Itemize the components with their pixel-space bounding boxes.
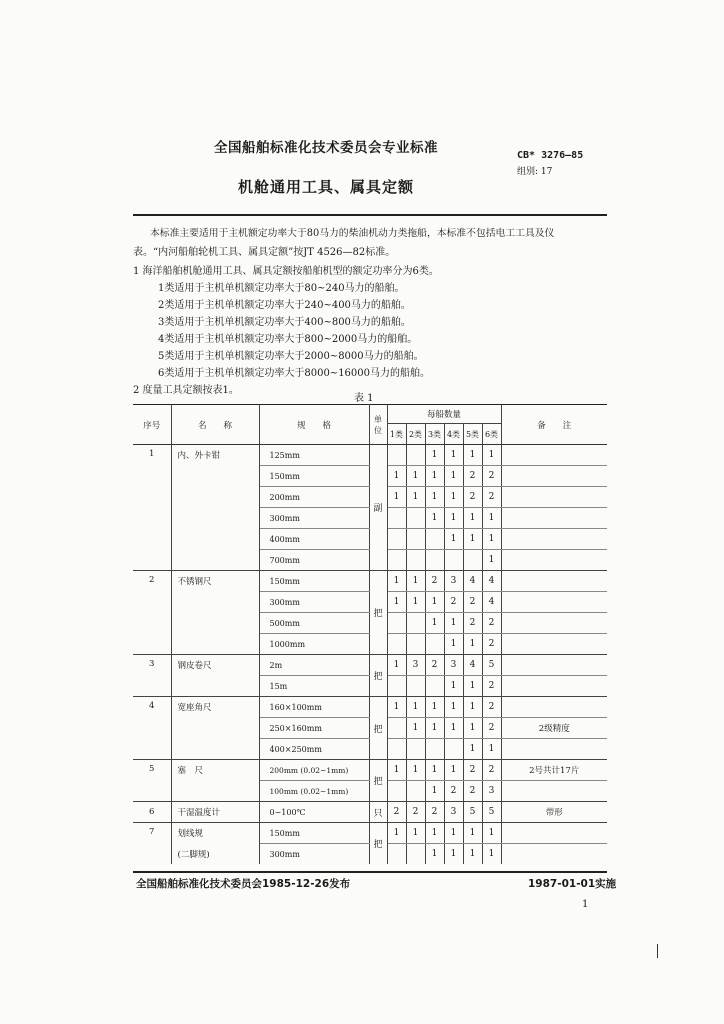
quota-cell: 1 — [406, 571, 425, 592]
spec-cell: 100mm (0.02~1mm) — [259, 781, 369, 802]
quota-cell: 1 — [387, 655, 406, 676]
quota-cell: 2 — [482, 634, 501, 655]
name-cell: 干湿温度计 — [171, 802, 259, 823]
quota-cell: 1 — [463, 676, 482, 697]
seq-cell: 7 — [133, 823, 171, 865]
quota-cell — [406, 529, 425, 550]
table-row — [133, 802, 607, 823]
quota-cell — [387, 844, 406, 865]
quota-cell: 1 — [463, 823, 482, 844]
quota-cell: 1 — [463, 634, 482, 655]
spec-cell: 700mm — [259, 550, 369, 571]
remark-cell — [501, 529, 607, 550]
quota-cell: 2 — [444, 781, 463, 802]
remark-cell — [501, 739, 607, 760]
quota-cell: 2 — [444, 592, 463, 613]
quota-cell: 1 — [387, 760, 406, 781]
quota-cell: 1 — [425, 760, 444, 781]
class-4-header: 4类 — [444, 424, 463, 445]
quota-cell: 1 — [444, 487, 463, 508]
remark-cell — [501, 487, 607, 508]
quota-cell: 1 — [387, 571, 406, 592]
standard-number: CB* 3276—85 — [517, 150, 584, 161]
quota-cell — [425, 529, 444, 550]
quota-cell — [406, 613, 425, 634]
seq-cell: 6 — [133, 802, 171, 823]
quota-cell — [387, 529, 406, 550]
col-quota-header: 每船数量 — [387, 405, 501, 424]
quota-cell: 1 — [425, 508, 444, 529]
spec-cell: 150mm — [259, 466, 369, 487]
col-unit-header: 单位 — [369, 405, 387, 445]
quota-cell: 1 — [463, 739, 482, 760]
col-remark-header: 备 注 — [501, 405, 607, 445]
quota-cell — [387, 634, 406, 655]
quota-cell: 1 — [444, 508, 463, 529]
quota-cell: 1 — [444, 697, 463, 718]
spec-cell: 1000mm — [259, 634, 369, 655]
quota-cell — [387, 613, 406, 634]
quota-cell: 1 — [444, 718, 463, 739]
quota-cell: 2 — [425, 802, 444, 823]
col-spec-header: 规 格 — [259, 405, 369, 445]
remark-cell: 2号共计17片 — [501, 760, 607, 781]
effective-date: 1987-01-01实施 — [528, 878, 617, 890]
quota-cell — [387, 676, 406, 697]
unit-cell: 把 — [369, 655, 387, 697]
quota-cell — [406, 634, 425, 655]
quota-cell: 3 — [482, 781, 501, 802]
spec-cell: 300mm — [259, 844, 369, 865]
spec-cell: 0~100℃ — [259, 802, 369, 823]
seq-cell: 1 — [133, 445, 171, 571]
quota-cell: 1 — [406, 592, 425, 613]
quota-cell: 1 — [463, 508, 482, 529]
quota-cell — [425, 676, 444, 697]
unit-cell: 把 — [369, 571, 387, 655]
unit-cell: 只 — [369, 802, 387, 823]
table-row — [133, 655, 607, 676]
quota-cell: 1 — [387, 487, 406, 508]
name-cell: 内、外卡钳 — [171, 445, 259, 571]
quota-cell: 1 — [387, 823, 406, 844]
quota-cell: 4 — [463, 571, 482, 592]
spec-cell: 250×160mm — [259, 718, 369, 739]
remark-cell — [501, 844, 607, 865]
classification-number: 组别: 17 — [517, 167, 553, 177]
quota-cell: 2 — [482, 760, 501, 781]
spec-cell: 150mm — [259, 571, 369, 592]
quota-cell: 1 — [425, 823, 444, 844]
name-cell: 塞 尺 — [171, 760, 259, 802]
spec-cell: 400×250mm — [259, 739, 369, 760]
name-cell: 钢皮卷尺 — [171, 655, 259, 697]
remark-cell — [501, 550, 607, 571]
quota-cell: 2 — [463, 781, 482, 802]
quota-table — [133, 404, 607, 864]
quota-cell: 1 — [482, 445, 501, 466]
quota-cell: 2 — [482, 487, 501, 508]
quota-cell: 1 — [444, 445, 463, 466]
quota-cell — [387, 445, 406, 466]
quota-cell: 3 — [406, 655, 425, 676]
remark-cell — [501, 466, 607, 487]
class-6-header: 6类 — [482, 424, 501, 445]
scan-edge-mark — [657, 944, 658, 958]
quota-cell: 2 — [406, 802, 425, 823]
quota-cell — [406, 739, 425, 760]
quota-cell — [425, 739, 444, 760]
quota-cell: 1 — [444, 466, 463, 487]
quota-cell: 2 — [463, 613, 482, 634]
spec-cell: 125mm — [259, 445, 369, 466]
quota-cell: 1 — [425, 613, 444, 634]
quota-cell: 5 — [482, 655, 501, 676]
quota-cell: 1 — [425, 445, 444, 466]
quota-cell: 1 — [425, 718, 444, 739]
title-rule — [133, 214, 607, 216]
quota-cell: 2 — [387, 802, 406, 823]
remark-cell: 带形 — [545, 808, 563, 818]
quota-cell: 1 — [444, 676, 463, 697]
quota-cell: 1 — [482, 739, 501, 760]
remark-cell — [501, 655, 607, 676]
class-1-header: 1类 — [387, 424, 406, 445]
quota-cell — [387, 508, 406, 529]
quota-cell: 2 — [425, 655, 444, 676]
quota-cell: 1 — [444, 844, 463, 865]
unit-cell: 副 — [369, 445, 387, 571]
quota-cell: 1 — [444, 823, 463, 844]
spec-cell: 200mm (0.02~1mm) — [259, 760, 369, 781]
quota-cell — [406, 844, 425, 865]
quota-cell: 1 — [463, 445, 482, 466]
remark-cell: 2级精度 — [501, 718, 607, 739]
quota-cell: 2 — [482, 718, 501, 739]
class-1: 1类适用于主机单机额定功率大于80~240马力的船舶。 — [158, 283, 405, 294]
spec-cell: 15m — [259, 676, 369, 697]
quota-cell: 2 — [482, 697, 501, 718]
issuing-organization: 全国船舶标准化技术委员会专业标准 — [214, 140, 438, 156]
table-row — [133, 760, 607, 781]
col-name-header: 名 称 — [171, 405, 259, 445]
class-3-header: 3类 — [425, 424, 444, 445]
quota-cell: 2 — [463, 592, 482, 613]
remark-cell — [501, 823, 607, 844]
quota-cell — [406, 781, 425, 802]
quota-cell: 1 — [444, 529, 463, 550]
table-caption: 表 1 — [354, 393, 374, 404]
quota-cell: 1 — [482, 508, 501, 529]
quota-cell: 3 — [444, 571, 463, 592]
quota-cell: 1 — [406, 697, 425, 718]
quota-cell: 1 — [387, 592, 406, 613]
quota-cell: 1 — [482, 823, 501, 844]
quota-cell: 5 — [463, 802, 482, 823]
footer-rule — [133, 871, 607, 873]
quota-cell: 5 — [482, 802, 501, 823]
quota-cell: 2 — [463, 466, 482, 487]
quota-cell: 1 — [425, 487, 444, 508]
spec-cell: 300mm — [259, 508, 369, 529]
quota-cell: 1 — [425, 844, 444, 865]
quota-cell: 1 — [406, 466, 425, 487]
class-5-header: 5类 — [463, 424, 482, 445]
remark-cell — [501, 676, 607, 697]
remark-cell — [501, 781, 607, 802]
class-3: 3类适用于主机单机额定功率大于400~800马力的船舶。 — [158, 317, 411, 328]
quota-cell: 1 — [425, 592, 444, 613]
spec-cell: 500mm — [259, 613, 369, 634]
publish-info: 全国船舶标准化技术委员会1985-12-26发布 — [136, 878, 351, 890]
quota-cell: 2 — [463, 487, 482, 508]
spec-cell: 2m — [259, 655, 369, 676]
quota-cell — [406, 445, 425, 466]
quota-cell: 1 — [425, 697, 444, 718]
table-row — [133, 445, 607, 466]
table-row — [133, 571, 607, 592]
name-cell: 不锈钢尺 — [171, 571, 259, 655]
unit-cell: 把 — [369, 697, 387, 760]
class-5: 5类适用于主机单机额定功率大于2000~8000马力的船舶。 — [158, 351, 424, 362]
spec-cell: 300mm — [259, 592, 369, 613]
quota-cell — [444, 739, 463, 760]
quota-cell: 1 — [463, 718, 482, 739]
quota-cell — [463, 550, 482, 571]
seq-cell: 3 — [133, 655, 171, 697]
remark-cell — [501, 508, 607, 529]
remark-cell — [501, 592, 607, 613]
quota-cell: 1 — [444, 634, 463, 655]
page-number: 1 — [582, 899, 589, 910]
class-2-header: 2类 — [406, 424, 425, 445]
quota-cell: 2 — [463, 760, 482, 781]
quota-cell — [387, 718, 406, 739]
unit-cell: 把 — [369, 760, 387, 802]
quota-cell: 1 — [463, 529, 482, 550]
table-row — [133, 823, 607, 844]
name-cell: (二脚规) — [171, 844, 259, 865]
quota-cell — [406, 508, 425, 529]
intro-line-2: 表。“内河船舶轮机工具、属具定额”按JT 4526—82标准。 — [133, 247, 396, 258]
quota-cell: 4 — [482, 592, 501, 613]
quota-cell: 1 — [482, 844, 501, 865]
quota-cell: 4 — [482, 571, 501, 592]
quota-cell: 1 — [444, 760, 463, 781]
clause-1: 1 海洋船舶机舱通用工具、属具定额按船舶机型的额定功率分为6类。 — [133, 266, 439, 277]
quota-cell: 2 — [425, 571, 444, 592]
name-cell: 划线规 — [171, 823, 259, 844]
spec-cell: 160×100mm — [259, 697, 369, 718]
quota-cell — [406, 550, 425, 571]
quota-cell: 2 — [482, 613, 501, 634]
spec-cell: 150mm — [259, 823, 369, 844]
remark-cell — [501, 697, 607, 718]
quota-cell — [425, 634, 444, 655]
table-row — [133, 697, 607, 718]
seq-cell: 4 — [133, 697, 171, 760]
quota-cell: 1 — [406, 487, 425, 508]
quota-cell — [406, 676, 425, 697]
name-cell: 宽座角尺 — [171, 697, 259, 760]
quota-cell: 1 — [463, 844, 482, 865]
quota-cell: 1 — [406, 823, 425, 844]
seq-cell: 5 — [133, 760, 171, 802]
quota-cell: 4 — [463, 655, 482, 676]
quota-cell: 3 — [444, 802, 463, 823]
quota-cell: 3 — [444, 655, 463, 676]
quota-cell — [444, 550, 463, 571]
spec-cell: 200mm — [259, 487, 369, 508]
remark-cell — [501, 571, 607, 592]
quota-cell — [387, 781, 406, 802]
quota-cell: 1 — [444, 613, 463, 634]
class-2: 2类适用于主机单机额定功率大于240~400马力的船舶。 — [158, 300, 411, 311]
remark-cell — [501, 445, 607, 466]
class-6: 6类适用于主机单机额定功率大于8000~16000马力的船舶。 — [158, 368, 431, 379]
spec-cell: 400mm — [259, 529, 369, 550]
quota-cell: 1 — [425, 466, 444, 487]
quota-cell: 1 — [406, 718, 425, 739]
quota-cell: 1 — [387, 466, 406, 487]
col-seq-header: 序号 — [133, 405, 171, 445]
quota-cell — [387, 739, 406, 760]
quota-cell: 2 — [482, 466, 501, 487]
quota-cell — [425, 550, 444, 571]
document-title: 机舱通用工具、属具定额 — [238, 178, 415, 196]
quota-cell — [387, 550, 406, 571]
quota-cell: 1 — [482, 529, 501, 550]
quota-cell: 2 — [482, 676, 501, 697]
remark-cell — [501, 613, 607, 634]
table-body — [133, 445, 607, 865]
unit-cell: 把 — [369, 823, 387, 865]
quota-cell: 1 — [425, 781, 444, 802]
quota-cell: 1 — [387, 697, 406, 718]
remark-cell — [501, 634, 607, 655]
quota-cell: 1 — [482, 550, 501, 571]
quota-cell: 1 — [406, 760, 425, 781]
seq-cell: 2 — [133, 571, 171, 655]
quota-cell: 1 — [463, 697, 482, 718]
intro-line-1: 本标准主要适用于主机额定功率大于80马力的柴油机动力类拖船，本标准不包括电工工具及仪 — [150, 228, 555, 239]
clause-2: 2 度量工具定额按表1。 — [133, 385, 239, 396]
class-4: 4类适用于主机单机额定功率大于800~2000马力的船舶。 — [158, 334, 418, 345]
